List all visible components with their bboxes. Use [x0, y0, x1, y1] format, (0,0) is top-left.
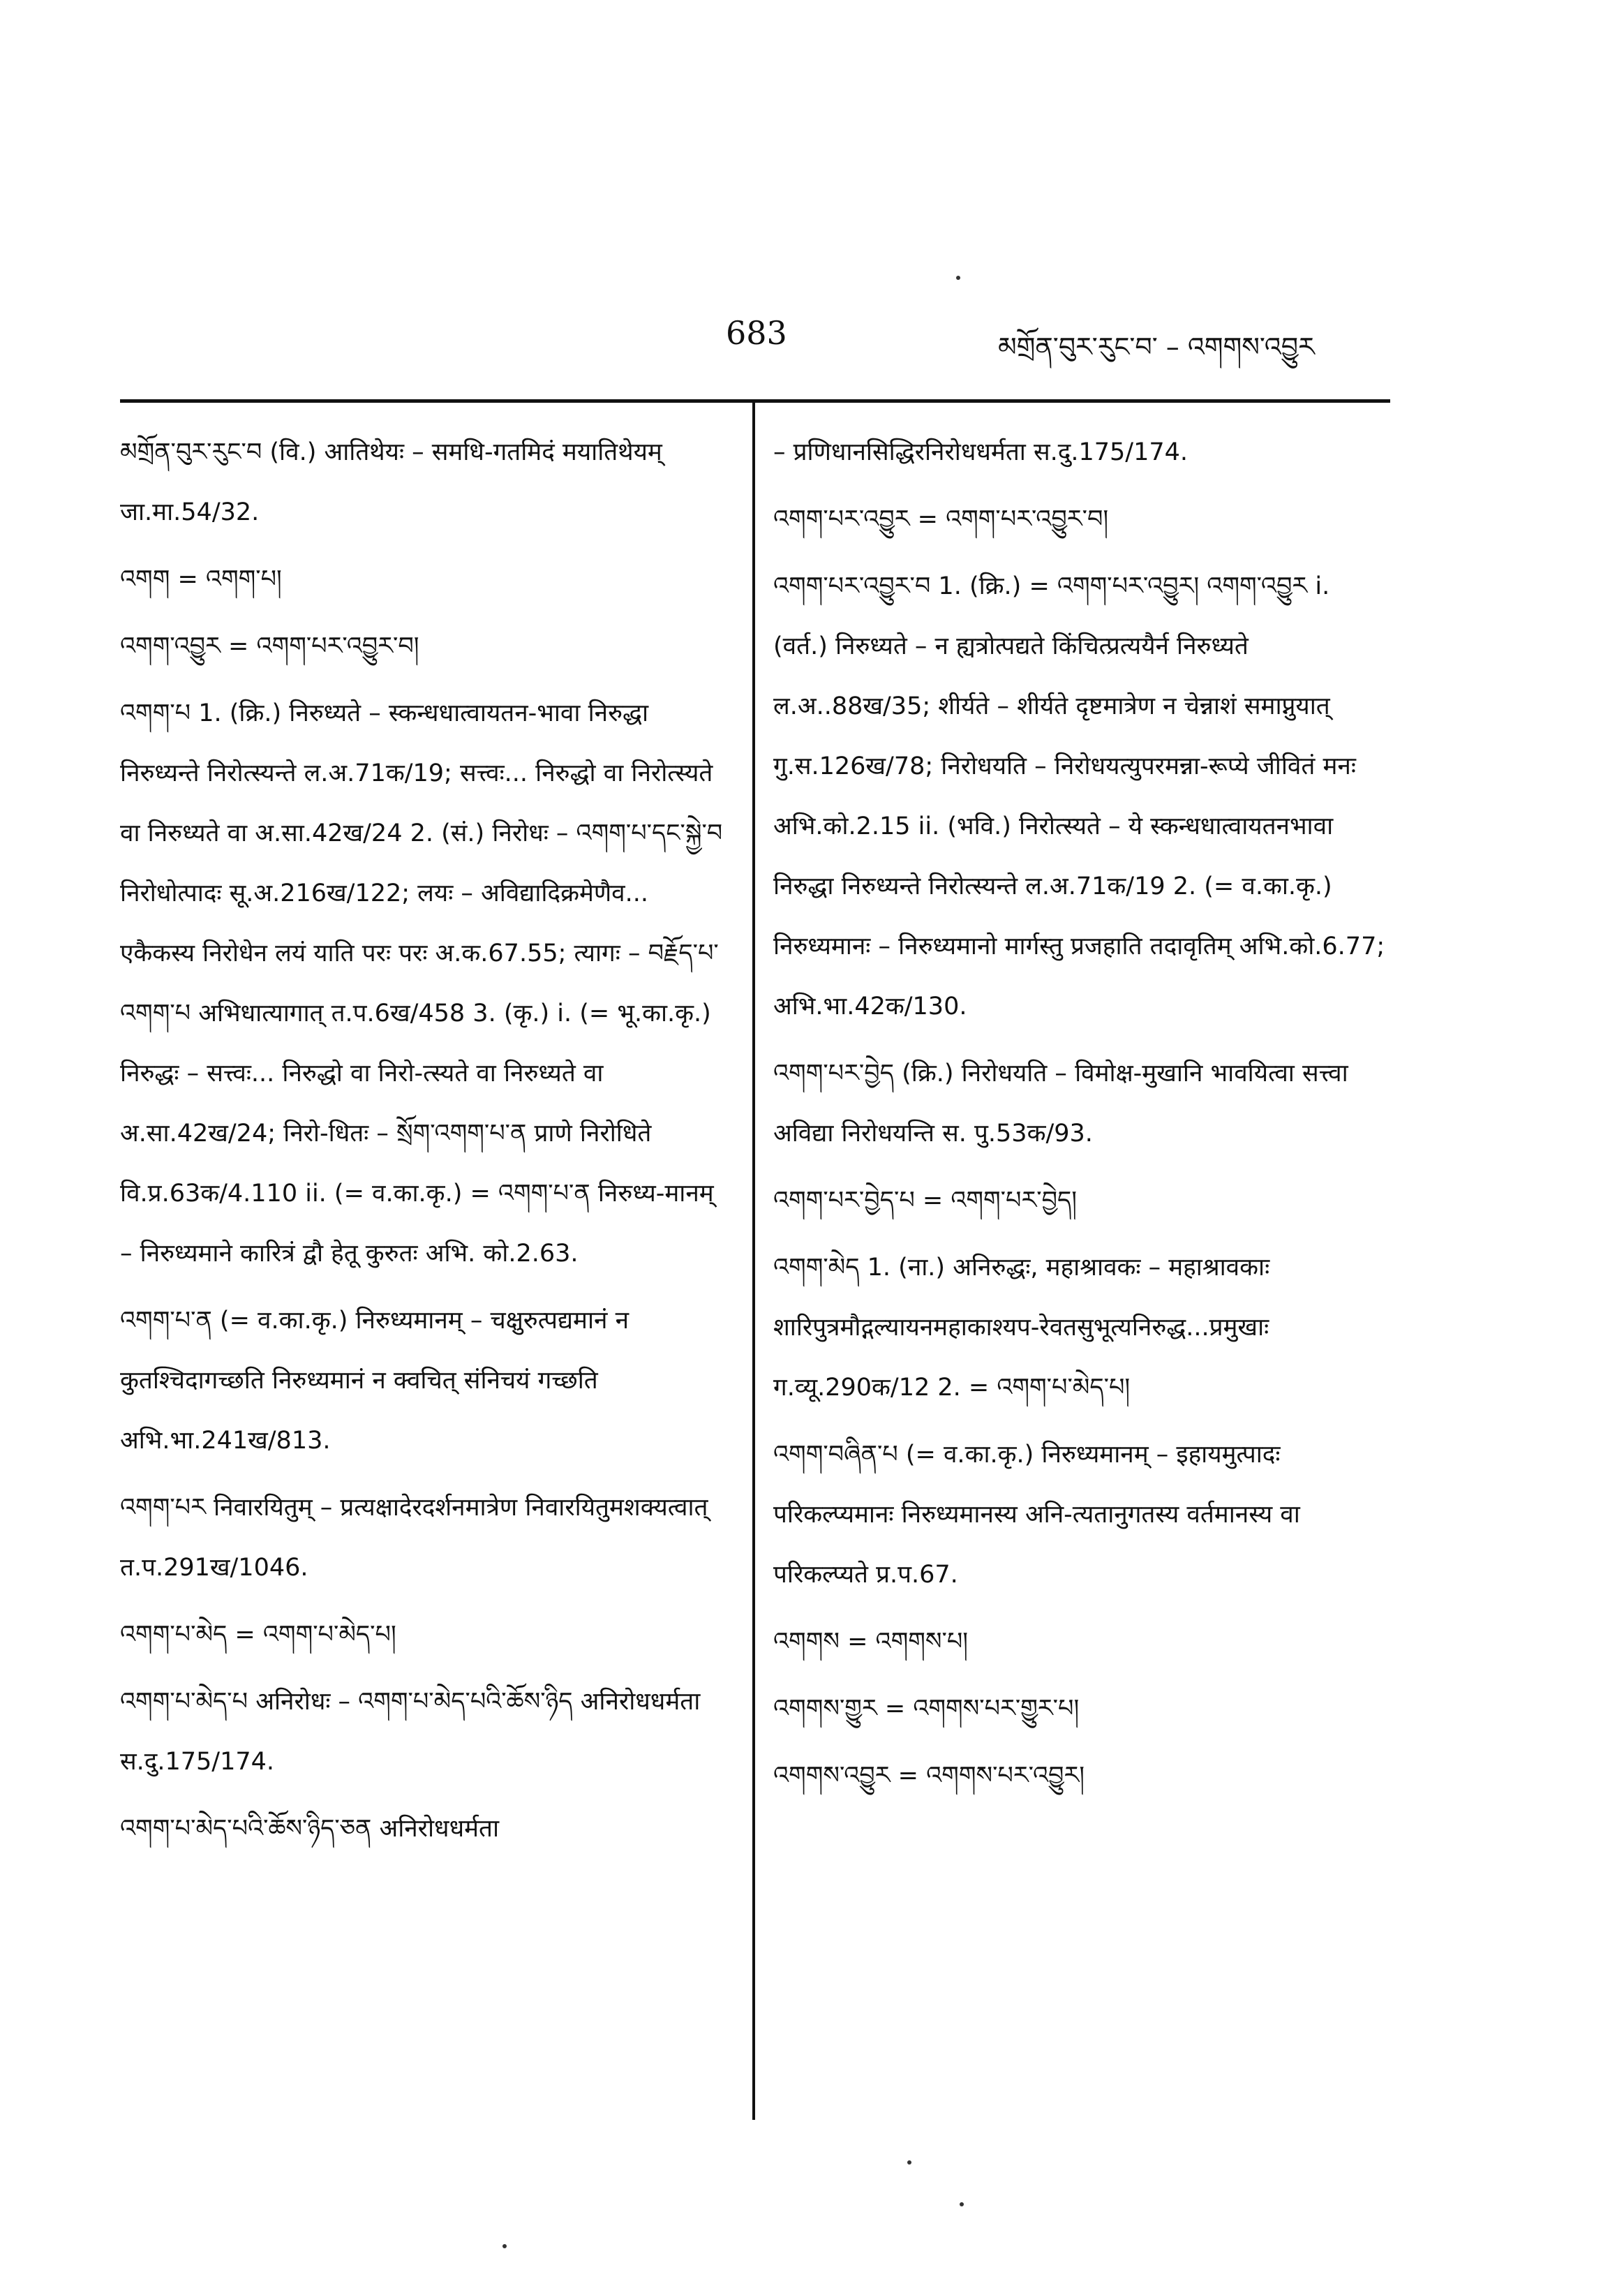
dictionary-entry: འགག་མེད 1. (ना.) अनिरुद्धः, महाश्रावकः – महाश्रावकाः शारिपुत्रमौद्गल्यायनमहाकाश्यप-रेवतसुभूत्यनिरुद्ध...प्रमुखाः ग.व्यू.290क/12 2. = འགག་པ་མེད་པ། [773, 1254, 1270, 1402]
dictionary-entry: འགག་པ་མེད་པ अनिरोधः – འགག་པ་མེད་པའི་ཆོས་ཉིད अनिरोधधर्मता स.दु.175/174. [120, 1688, 701, 1776]
dictionary-entry: འགག་པར་བྱེད (क्रि.) निरोधयति – विमोक्ष-मुखानि भावयित्वा सत्त्वा अविद्या निरोधयन्ति स. पु.53क/93. [773, 1060, 1348, 1148]
page-number: 683 [726, 314, 787, 352]
dictionary-entry: འགག་པ་ན (= व.का.कृ.) निरुध्यमानम् – चक्षुरुत्पद्यमानं न कुतश्चिदागच्छति निरुध्यमानं न क्वचित् संनिचयं गच्छति अभि.भा.241ख/813. [120, 1307, 630, 1455]
scan-speck [502, 2244, 507, 2248]
left-column [120, 422, 727, 1866]
dictionary-entry: འགག = འགག་པ། [120, 565, 282, 593]
dictionary-entry: འགགས་འབྱུར = འགགས་པར་འབྱུར། [773, 1762, 1085, 1790]
dictionary-entry: འགག་པར་འབྱུར་བ 1. (क्रि.) = འགག་པར་འབྱུར། འགག་འབྱུར i. (वर्त.) निरुध्यते – न ह्यत्रोत्पद्यते किंचित्प्रत्ययैर्न निरुध्यते ल.अ..88ख/35; शीर्यते – शीर्यते दृष्टमात्रेण न चेन्नाशं समाप्नुयात् गु.स.126ख/78; निरोधयति – निरोधयत्युपरमन्ना-रूप्ये जीवितं मनः अभि.को.2.15 ii. (भवि.) निरोत्स्यते – ये स्कन्धधात्वायतनभावा निरुद्धा निरुध्यन्ते निरोत्स्यन्ते ल.अ.71क/19 2. (= व.का.कृ.) निरुध्यमानः – निरुध्यमानो मार्गस्तु प्रजहाति तदावृतिम् अभि.को.6.77; अभि.भा.42क/130. [773, 572, 1385, 1020]
dictionary-entry: འགག་པ་མེད་པའི་ཆོས་ཉིད་ཅན अनिरोधधर्मता [120, 1815, 500, 1843]
dictionary-entry: འགག་པར་འབྱུར = འགག་པར་འབྱུར་བ། [773, 505, 1109, 533]
dictionary-entry: འགགས = འགགས་པ། [773, 1628, 969, 1656]
column-divider [752, 403, 755, 2120]
scan-speck [907, 2160, 911, 2165]
header-rule [120, 399, 1390, 403]
dictionary-entry: འགག་པར निवारयितुम् – प्रत्यक्षादेरदर्शनमात्रेण निवारयितुमशक्यत्वात् त.प.291ख/1046. [120, 1494, 708, 1582]
dictionary-entry: མགྲོན་བུར་རུང་བ (वि.) आतिथेयः – समधि-गतमिदं मयातिथेयम् जा.मा.54/32. [120, 438, 662, 526]
scan-speck [960, 2202, 964, 2206]
dictionary-entry: འགགས་གྱུར = འགགས་པར་གྱུར་པ། [773, 1695, 1080, 1723]
dictionary-entry: – प्रणिधानसिद्धिरनिरोधधर्मता स.दु.175/174. [773, 438, 1189, 466]
dictionary-entry: འགག་བཞིན་པ (= व.का.कृ.) निरुध्यमानम् – इहायमुत्पादः परिकल्प्यमानः निरुध्यमानस्य अनि-त्यतानुगतस्य वर्तमानस्य वा परिकल्प्यते प्र.प.67. [773, 1441, 1300, 1589]
dictionary-entry: འགག་པ་མེད = འགག་པ་མེད་པ། [120, 1621, 396, 1649]
scan-speck [956, 276, 960, 280]
dictionary-entry: འགག་འབྱུར = འགག་པར་འབྱུར་བ། [120, 632, 419, 660]
right-column [773, 422, 1391, 1813]
dictionary-entry: འགག་པར་བྱེད་པ = འགག་པར་བྱེད། [773, 1187, 1078, 1215]
running-head: མགྲོན་བུར་རུང་བ་ – འགགས་འབྱུར [998, 332, 1315, 362]
dictionary-entry: འགག་པ 1. (क्रि.) निरुध्यते – स्कन्धधात्वायतन-भावा निरुद्धा निरुध्यन्ते निरोत्स्यन्ते ल.अ.71क/19; सत्त्वः... निरुद्धो वा निरोत्स्यते वा निरुध्यते वा अ.सा.42ख/24 2. (सं.) निरोधः – འགག་པ་དང་སྐྱེ་བ निरोधोत्पादः सू.अ.216ख/122; लयः – अविद्यादिक्रमेणैव... एकैकस्य निरोधेन लयं याति परः परः अ.क.67.55; त्यागः – བརྗོད་པ་འགག་པ अभिधात्यागात् त.प.6ख/458 3. (कृ.) i. (= भू.का.कृ.) निरुद्धः – सत्त्वः... निरुद्धो वा निरो-त्स्यते वा निरुध्यते वा अ.सा.42ख/24; निरो-धितः – སྲོག་འགག་པ་ན प्राणे निरोधिते वि.प्र.63क/4.110 ii. (= व.का.कृ.) = འགག་པ་ན निरुध्य-मानम् – निरुध्यमाने कारित्रं द्वौ हेतू कुरुतः अभि. को.2.63. [120, 699, 723, 1268]
